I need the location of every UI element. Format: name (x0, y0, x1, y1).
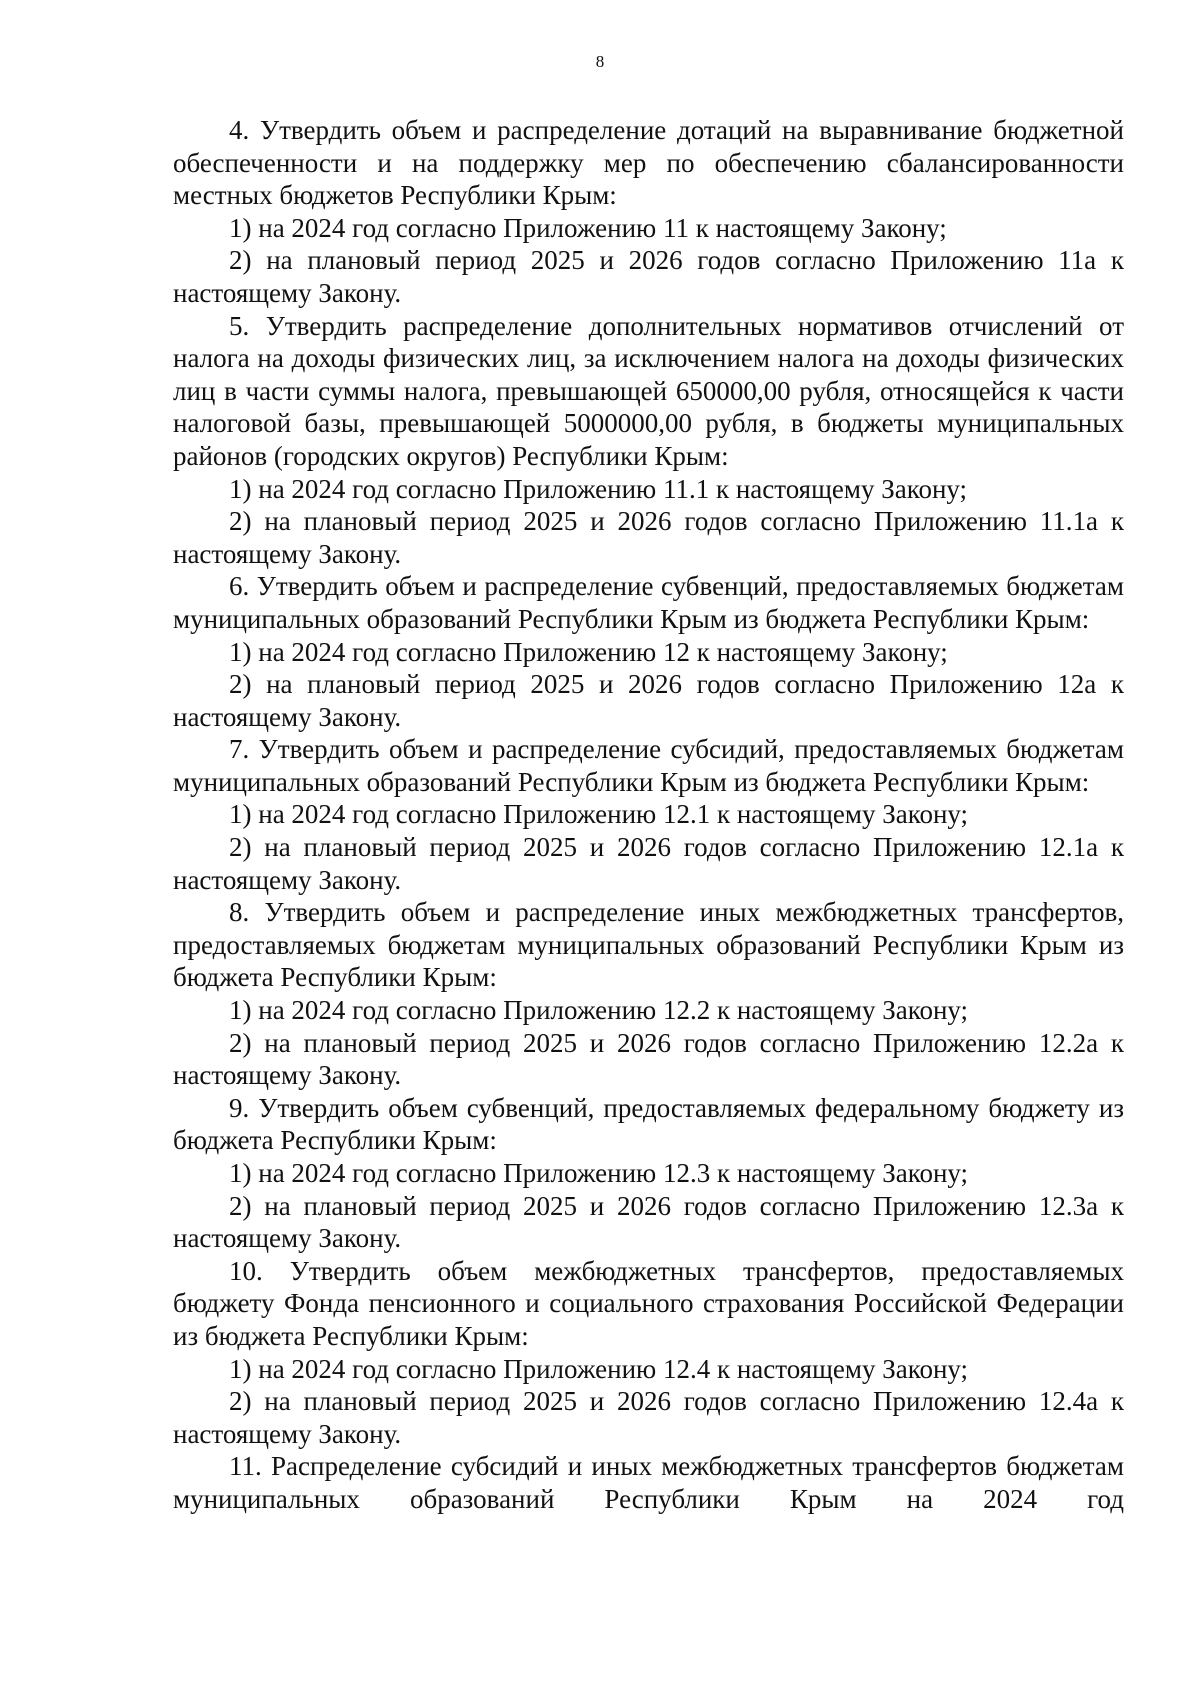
clause-6: 6. Утвердить объем и распределение субвенций, предоставляемых бюджетам муниципальных образований Республики Крым из бюджета Республики Крым: (173, 571, 1124, 634)
clause-5: 5. Утвердить распределение дополнительных нормативов отчислений от налога на доходы физических лиц, за исключением налога на доходы физических лиц в части суммы налога, превышающей 650000,00 рубля, относящейся к части налоговой базы, превышающей 5000000,00 рубля, в бюджеты муниципальных районов (городских округов) Республики Крым: (173, 310, 1124, 471)
clause-5-item-1: 1) на 2024 год согласно Приложению 11.1 к настоящему Закону; (229, 473, 968, 504)
clause-4: 4. Утвердить объем и распределение дотаций на выравнивание бюджетной обеспеченности и на поддержку мер по обеспечению сбалансированности местных бюджетов Республики Крым: (173, 115, 1124, 211)
clause-11: 11. Распределение субсидий и иных межбюджетных трансфертов бюджетам муниципальных образований Республики Крым на 2024 год (173, 1451, 1124, 1514)
clause-10-item-2: 2) на плановый период 2025 и 2026 годов согласно Приложению 12.4а к настоящему Закону. (173, 1386, 1124, 1449)
page-number: 8 (595, 52, 605, 71)
clause-5-item-2: 2) на плановый период 2025 и 2026 годов согласно Приложению 11.1а к настоящему Закону. (173, 506, 1124, 569)
clause-10-item-1: 1) на 2024 год согласно Приложению 12.4 к настоящему Закону; (229, 1353, 969, 1384)
clause-8-item-1: 1) на 2024 год согласно Приложению 12.2 к настоящему Закону; (229, 995, 969, 1026)
clause-6-item-1: 1) на 2024 год согласно Приложению 12 к настоящему Закону; (229, 636, 948, 667)
clause-7: 7. Утвердить объем и распределение субсидий, предоставляемых бюджетам муниципальных образований Республики Крым из бюджета Республики Крым: (173, 734, 1124, 797)
clause-7-item-1: 1) на 2024 год согласно Приложению 12.1 к настоящему Закону; (229, 799, 969, 830)
clause-7-item-2: 2) на плановый период 2025 и 2026 годов согласно Приложению 12.1а к настоящему Закону. (173, 832, 1124, 895)
clause-4-item-2: 2) на плановый период 2025 и 2026 годов согласно Приложению 11а к настоящему Закону. (173, 245, 1124, 308)
clause-4-item-1: 1) на 2024 год согласно Приложению 11 к настоящему Закону; (229, 212, 947, 243)
document-body (173, 114, 1124, 1516)
clause-10: 10. Утвердить объем межбюджетных трансфертов, предоставляемых бюджету Фонда пенсионного и социального страхования Российской Федерации из бюджета Республики Крым: (173, 1255, 1124, 1351)
clause-8-item-2: 2) на плановый период 2025 и 2026 годов согласно Приложению 12.2а к настоящему Закону. (173, 1027, 1124, 1091)
clause-9-item-2: 2) на плановый период 2025 и 2026 годов согласно Приложению 12.3а к настоящему Закону. (173, 1190, 1124, 1254)
clause-9: 9. Утвердить объем субвенций, предоставляемых федеральному бюджету из бюджета Республики Крым: (173, 1092, 1124, 1156)
clause-6-item-2: 2) на плановый период 2025 и 2026 годов согласно Приложению 12а к настоящему Закону. (173, 669, 1124, 732)
clause-9-item-1: 1) на 2024 год согласно Приложению 12.3 к настоящему Закону; (229, 1158, 969, 1188)
clause-8: 8. Утвердить объем и распределение иных межбюджетных трансфертов, предоставляемых бюджетам муниципальных образований Республики Крым из бюджета Республики Крым: (173, 897, 1124, 993)
